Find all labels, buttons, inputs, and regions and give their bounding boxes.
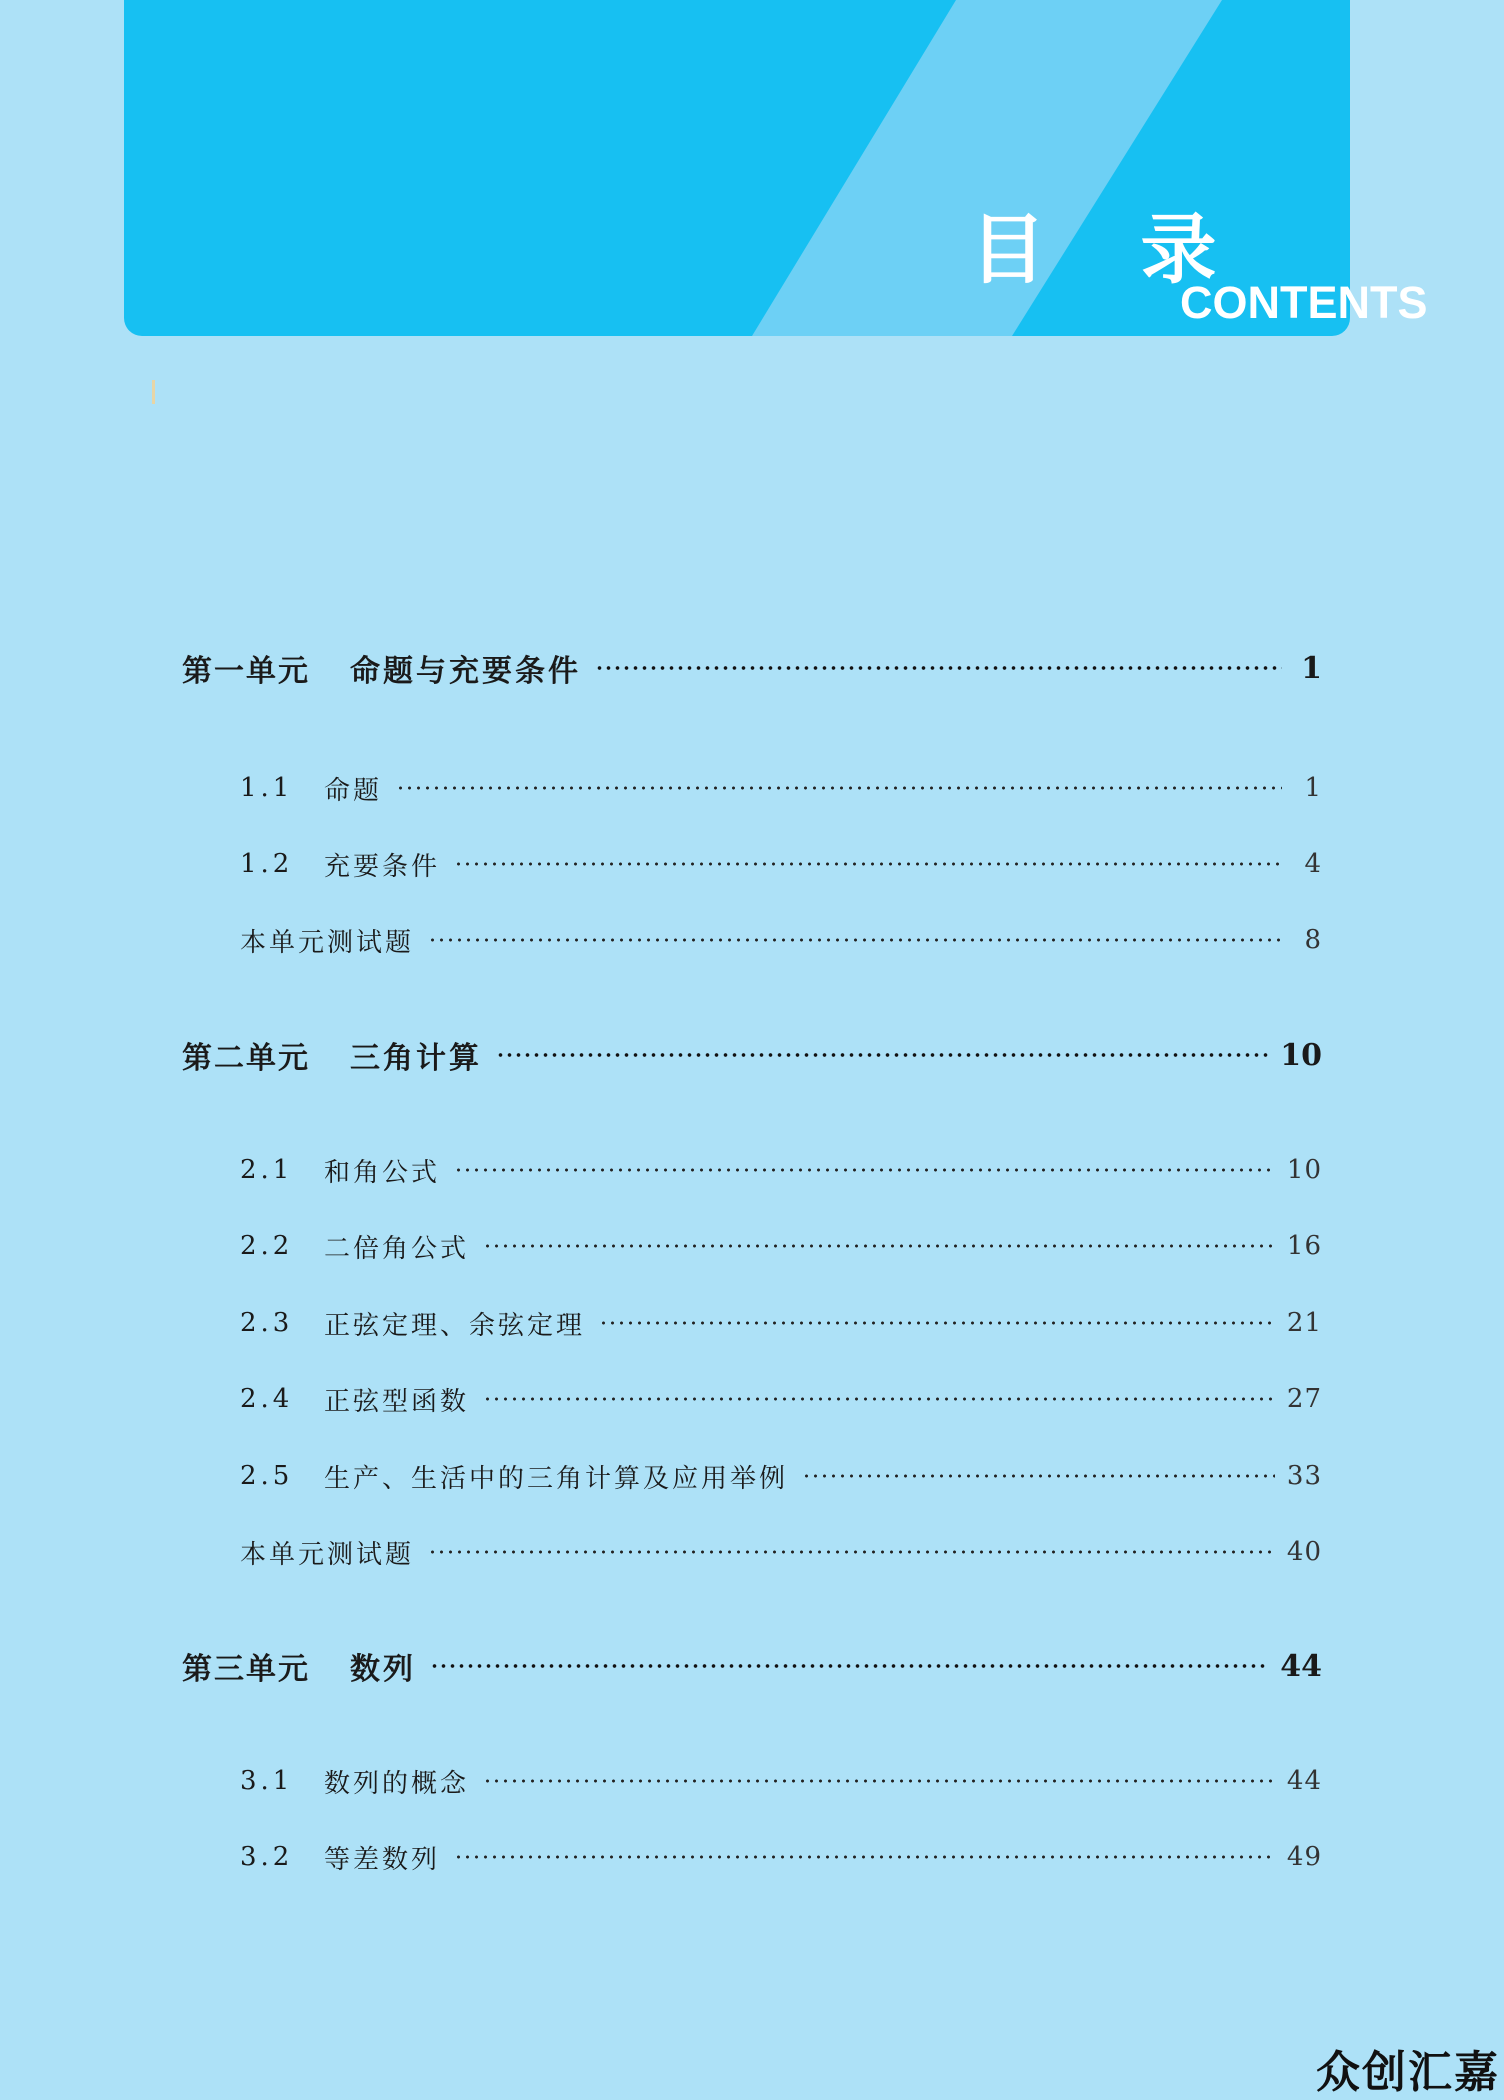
toc-leader-dots (802, 1472, 1275, 1480)
toc-section-row[interactable] (240, 768, 1322, 808)
toc-page-number: 33 (1286, 1461, 1322, 1491)
toc-unit-row[interactable] (182, 648, 1322, 688)
toc-entry-title: 三角计算 (350, 1041, 482, 1076)
toc-entry-title: 命题 (324, 775, 383, 806)
toc-entry-number: 2.3 (240, 1308, 294, 1338)
toc-entry-title: 生产、生活中的三角计算及应用举例 (324, 1463, 789, 1494)
page-subtitle: CONTENTS (1180, 277, 1428, 328)
toc-unit-row[interactable] (182, 1646, 1322, 1686)
toc-entry-title: 二倍角公式 (324, 1233, 470, 1264)
toc-entry-title: 本单元测试题 (240, 1539, 415, 1570)
toc-leader-dots (454, 1166, 1275, 1174)
toc-entry-title: 正弦型函数 (324, 1386, 470, 1417)
toc-section-row[interactable] (240, 1456, 1322, 1496)
toc-leader-dots (428, 936, 1282, 944)
toc-entry-number: 3.1 (240, 1766, 294, 1796)
toc-section-row[interactable] (240, 1303, 1322, 1343)
toc-section-row[interactable] (240, 844, 1322, 884)
toc-leader-dots (483, 1777, 1275, 1785)
toc-entry-title: 正弦定理、余弦定理 (324, 1310, 586, 1341)
toc-page-number: 40 (1286, 1537, 1322, 1567)
toc-page-number: 27 (1286, 1384, 1322, 1414)
toc-page-number: 4 (1304, 849, 1322, 879)
toc-entry-number: 2.4 (240, 1384, 294, 1414)
toc-leader-dots (483, 1242, 1275, 1250)
toc-entry-number: 第一单元 (182, 654, 310, 689)
toc-unit-row[interactable] (182, 1035, 1322, 1075)
toc-section-row[interactable] (240, 1532, 1322, 1572)
toc-entry-title: 和角公式 (324, 1157, 441, 1188)
toc-entry-number: 1.1 (240, 773, 294, 803)
toc-entry-title: 数列的概念 (324, 1768, 470, 1799)
toc-section-row[interactable] (240, 1761, 1322, 1801)
toc-leader-dots (496, 1051, 1268, 1059)
toc-entry-title: 数列 (350, 1652, 416, 1687)
toc-entry-title: 充要条件 (324, 851, 441, 882)
toc-entry-number: 2.2 (240, 1231, 294, 1261)
toc-entry-number: 2.5 (240, 1461, 294, 1491)
toc-section-row[interactable] (240, 1150, 1322, 1190)
toc-entry-number: 2.1 (240, 1155, 294, 1185)
toc-leader-dots (454, 1853, 1275, 1861)
toc-page-number: 8 (1304, 925, 1322, 955)
toc-entry-title: 命题与充要条件 (350, 654, 581, 689)
toc-page-number: 10 (1286, 1155, 1322, 1185)
toc-entry-number: 第二单元 (182, 1041, 310, 1076)
toc-page-number: 44 (1286, 1766, 1322, 1796)
toc-section-row[interactable] (240, 920, 1322, 960)
toc-section-row[interactable] (240, 1379, 1322, 1419)
toc-entry-title: 本单元测试题 (240, 927, 415, 958)
toc-page-number: 49 (1286, 1842, 1322, 1872)
toc-page-number: 10 (1280, 1037, 1322, 1073)
toc-page-number: 44 (1280, 1648, 1322, 1684)
toc-leader-dots (454, 860, 1282, 868)
toc-page-number: 16 (1286, 1231, 1322, 1261)
toc-page-number: 1 (1301, 650, 1322, 686)
toc-leader-dots (430, 1662, 1268, 1670)
watermark-text: 众创汇嘉 (1316, 2047, 1500, 2098)
page-title: 目 录 (970, 205, 1251, 294)
toc-page-number: 21 (1286, 1308, 1322, 1338)
toc-leader-dots (396, 784, 1282, 792)
toc-entry-number: 第三单元 (182, 1652, 310, 1687)
toc-entry-number: 1.2 (240, 849, 294, 879)
toc-leader-dots (595, 664, 1282, 672)
toc-entry-title: 等差数列 (324, 1844, 441, 1875)
toc-entry-number: 3.2 (240, 1842, 294, 1872)
toc-section-row[interactable] (240, 1226, 1322, 1266)
toc-leader-dots (483, 1395, 1275, 1403)
toc-section-row[interactable] (240, 1837, 1322, 1877)
toc-leader-dots (599, 1319, 1275, 1327)
toc-leader-dots (428, 1548, 1275, 1556)
toc-page-number: 1 (1304, 773, 1322, 803)
